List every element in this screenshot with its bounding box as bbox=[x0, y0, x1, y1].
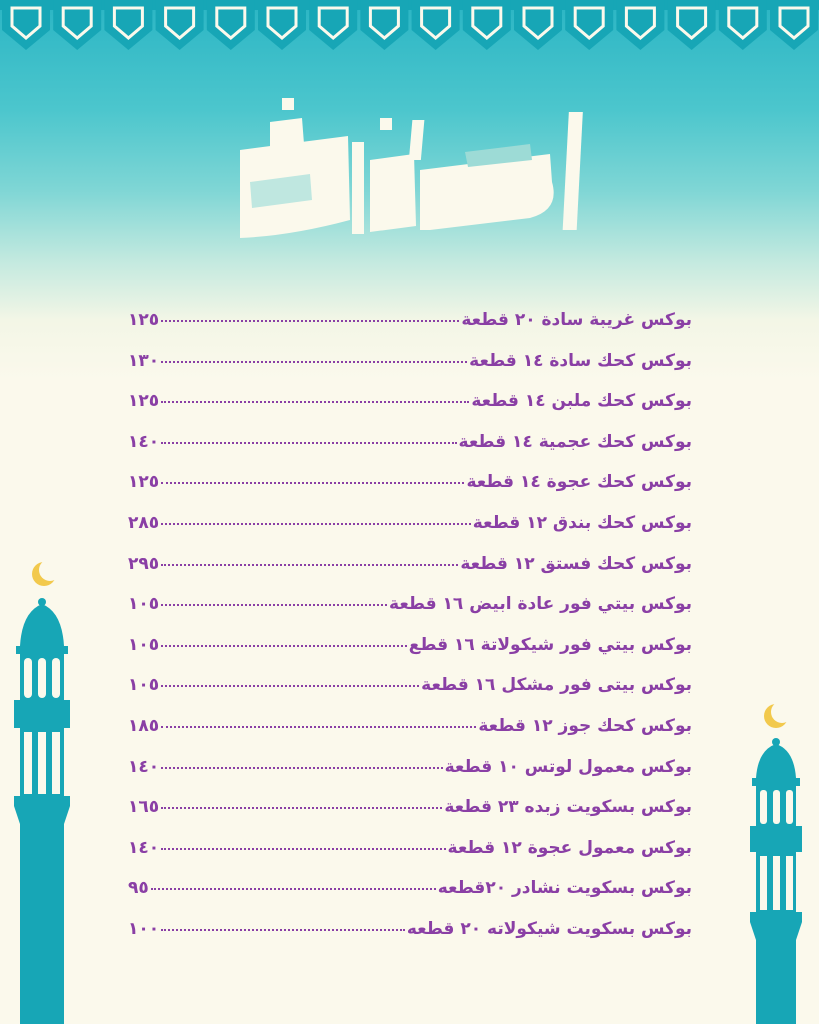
item-price: ٩٥ bbox=[128, 878, 149, 899]
dotted-leader bbox=[161, 807, 442, 809]
dotted-leader bbox=[151, 888, 436, 890]
item-price: ١٠٥ bbox=[128, 634, 160, 655]
minaret-right bbox=[746, 700, 812, 1024]
bunting-decoration bbox=[0, 0, 819, 60]
menu-item bbox=[128, 919, 692, 960]
menu-item bbox=[128, 594, 692, 635]
item-name: بوكس بيتي فور شيكولاتة ١٦ قطع bbox=[408, 634, 692, 655]
item-name: بوكس كحك فستق ١٢ قطعة bbox=[460, 553, 692, 574]
menu-item bbox=[128, 757, 692, 798]
item-price: ٢٨٥ bbox=[128, 512, 160, 533]
item-name: بوكس بسكويت شيكولاته ٢٠ قطعه bbox=[406, 918, 692, 939]
menu-item bbox=[128, 635, 692, 676]
item-price: ١٤٠ bbox=[128, 837, 160, 858]
item-name: بوكس كحك عجوة ١٤ قطعة bbox=[466, 472, 692, 493]
item-name: بوكس بيتى فور مشكل ١٦ قطعة bbox=[421, 675, 692, 696]
dotted-leader bbox=[161, 767, 442, 769]
page-title bbox=[230, 90, 600, 240]
item-price: ١٤٠ bbox=[128, 431, 160, 452]
item-price: ١٦٥ bbox=[128, 797, 160, 818]
menu-item bbox=[128, 310, 692, 351]
dotted-leader bbox=[161, 564, 458, 566]
crescent-icon bbox=[764, 701, 793, 728]
item-price: ١٠٥ bbox=[128, 594, 160, 615]
item-name: بوكس بسكويت نشادر ٢٠قطعه bbox=[437, 878, 692, 899]
item-price: ١٣٠ bbox=[128, 350, 160, 371]
item-price: ١٠٥ bbox=[128, 675, 160, 696]
crescent-icon bbox=[32, 560, 61, 586]
price-list bbox=[128, 310, 692, 960]
item-price: ١٨٥ bbox=[128, 715, 160, 736]
item-price: ١٠٠ bbox=[128, 918, 160, 939]
menu-item bbox=[128, 513, 692, 554]
menu-item bbox=[128, 391, 692, 432]
item-name: بوكس كحك ملبن ١٤ قطعة bbox=[471, 391, 692, 412]
dotted-leader bbox=[161, 442, 456, 444]
menu-item bbox=[128, 351, 692, 392]
menu-item bbox=[128, 554, 692, 595]
title-calligraphy bbox=[230, 90, 600, 240]
item-name: بوكس كحك عجمية ١٤ قطعة bbox=[458, 431, 692, 452]
item-name: بوكس معمول عجوة ١٢ قطعة bbox=[447, 837, 692, 858]
item-name: بوكس معمول لوتس ١٠ قطعة bbox=[444, 756, 692, 777]
menu-item bbox=[128, 878, 692, 919]
menu-item bbox=[128, 716, 692, 757]
dotted-leader bbox=[161, 645, 407, 647]
dotted-leader bbox=[161, 685, 419, 687]
item-name: بوكس بيتي فور عادة ابيض ١٦ قطعة bbox=[389, 594, 692, 615]
dotted-leader bbox=[161, 726, 476, 728]
item-name: بوكس كحك جوز ١٢ قطعة bbox=[478, 715, 692, 736]
menu-item bbox=[128, 675, 692, 716]
item-price: ١٢٥ bbox=[128, 391, 160, 412]
dotted-leader bbox=[161, 848, 445, 850]
item-name: بوكس كحك بندق ١٢ قطعة bbox=[472, 512, 692, 533]
item-price: ١٢٥ bbox=[128, 310, 160, 330]
dotted-leader bbox=[161, 604, 387, 606]
dotted-leader bbox=[161, 482, 464, 484]
menu-item bbox=[128, 432, 692, 473]
item-price: ١٢٥ bbox=[128, 472, 160, 493]
menu-item bbox=[128, 472, 692, 513]
item-name: بوكس بسكويت زبده ٢٣ قطعة bbox=[444, 797, 692, 818]
menu-item bbox=[128, 838, 692, 879]
dotted-leader bbox=[161, 320, 459, 322]
dotted-leader bbox=[161, 401, 469, 403]
item-name: بوكس كحك سادة ١٤ قطعة bbox=[469, 350, 692, 371]
item-name: بوكس غريبة سادة ٢٠ قطعة bbox=[461, 310, 692, 330]
item-price: ١٤٠ bbox=[128, 756, 160, 777]
dotted-leader bbox=[161, 361, 467, 363]
dotted-leader bbox=[161, 523, 471, 525]
menu-item bbox=[128, 797, 692, 838]
item-price: ٢٩٥ bbox=[128, 553, 160, 574]
dotted-leader bbox=[161, 929, 405, 931]
minaret-left bbox=[8, 560, 78, 1024]
